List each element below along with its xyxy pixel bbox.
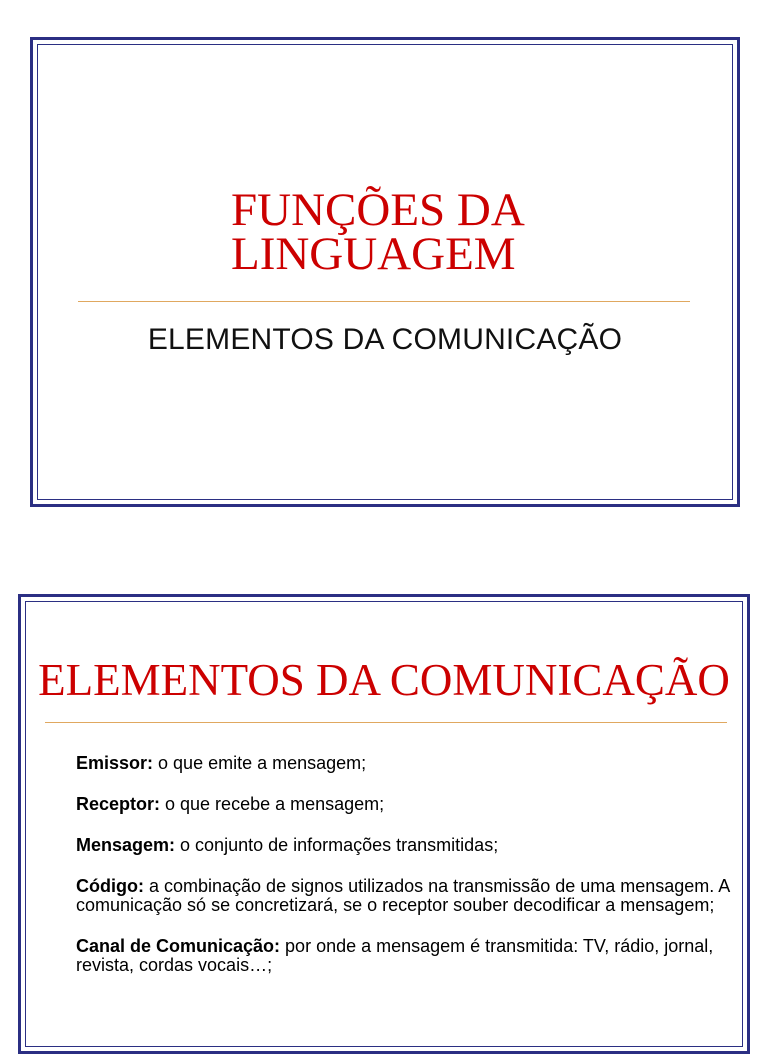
content-slide xyxy=(18,594,750,1054)
slide-heading: ELEMENTOS DA COMUNICAÇÃO xyxy=(38,655,730,705)
definition-term: Receptor: xyxy=(76,794,161,814)
title-slide xyxy=(30,37,740,507)
definition-term: Código: xyxy=(76,876,144,896)
definition-text: a combinação de signos utilizados na transmissão de uma mensagem. A comunicação só se concretizará, se o receptor souber decodificar a mensagem; xyxy=(76,876,730,915)
definition-text: por onde a mensagem é transmitida: TV, rádio, jornal, revista, cordas vocais…; xyxy=(76,936,714,975)
slide-title-line-1: FUNÇÕES DA xyxy=(231,184,525,236)
definition-canal xyxy=(76,937,736,975)
definition-mensagem xyxy=(76,836,736,855)
definition-term: Emissor: xyxy=(76,753,154,773)
title-divider xyxy=(78,301,690,302)
slide-title xyxy=(231,184,525,280)
definition-emissor xyxy=(76,754,736,773)
definition-codigo xyxy=(76,877,736,915)
definition-term: Mensagem: xyxy=(76,835,176,855)
slide-title-line-2: LINGUAGEM xyxy=(231,228,516,280)
definition-text: o que emite a mensagem; xyxy=(153,753,367,773)
slide-subtitle: ELEMENTOS DA COMUNICAÇÃO xyxy=(147,323,623,356)
definition-text: o que recebe a mensagem; xyxy=(160,794,385,814)
definition-receptor xyxy=(76,795,736,814)
definition-text: o conjunto de informações transmitidas; xyxy=(175,835,499,855)
definition-list xyxy=(76,754,736,997)
heading-divider xyxy=(45,722,727,723)
definition-term: Canal de Comunicação: xyxy=(76,936,281,956)
